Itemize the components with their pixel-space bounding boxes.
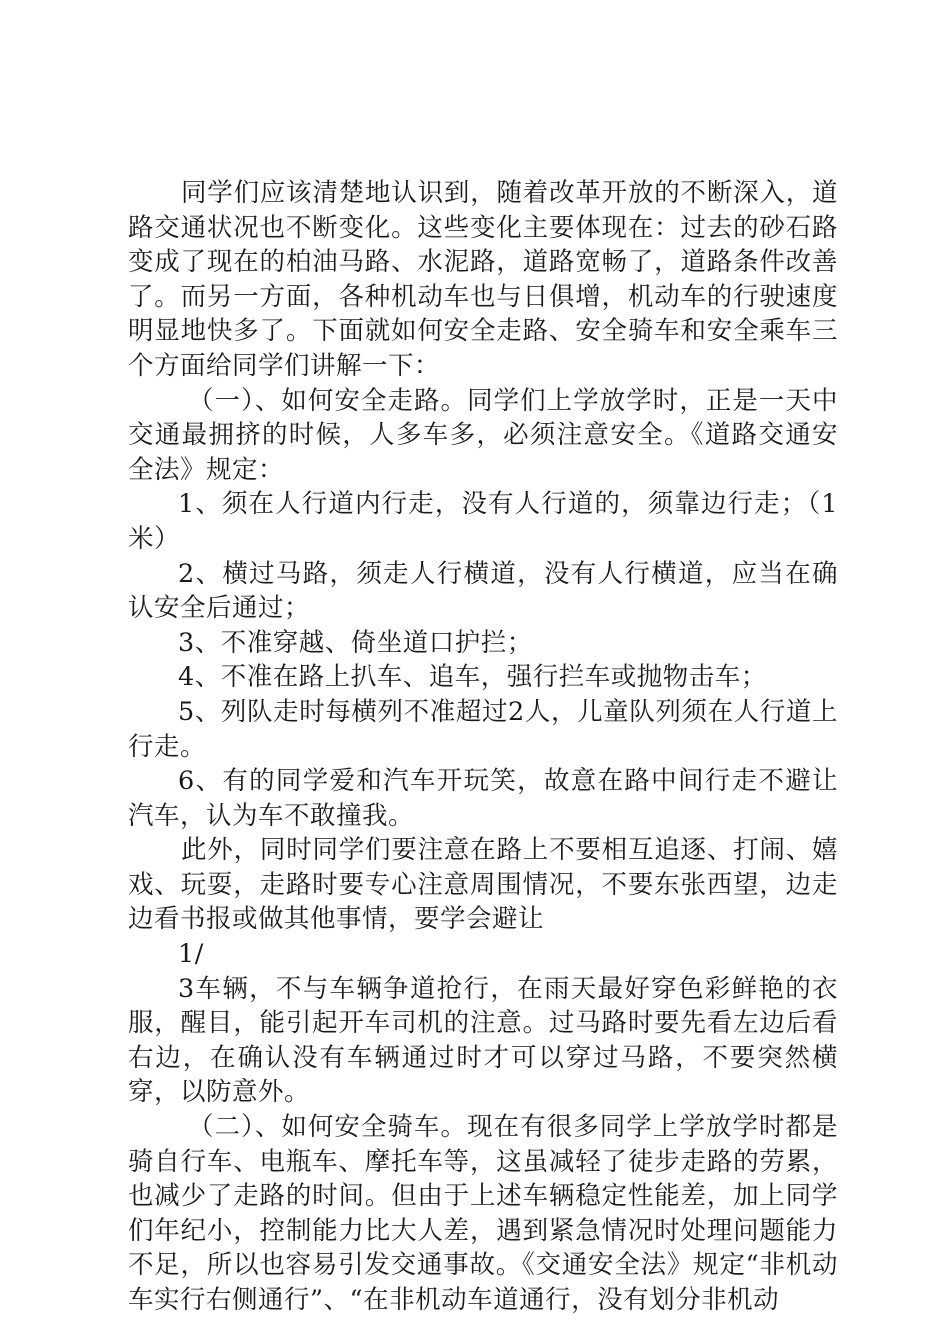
- paragraph-rule-2: 2、横过马路，须走人行横道，没有人行横道，应当在确认安全后通过；: [128, 558, 838, 624]
- paragraph-section-1-heading: （一）、如何安全走路。同学们上学放学时，正是一天中交通最拥挤的时候，人多车多，必须注意安全。《道路交通安全法》规定：: [128, 385, 838, 485]
- document-body: [128, 176, 838, 1318]
- paragraph-section-2-heading: （二）、如何安全骑车。现在有很多同学上学放学时都是骑自行车、电瓶车、摩托车等，这虽减轻了徒步走路的劳累，也减少了走路的时间。但由于上述车辆稳定性能差，加上同学们年纪小，控制能力比大人差，遇到紧急情况时处理问题能力不足，所以也容易引发交通事故。《交通安全法》规定“非机动车实行右侧通行”、“在非机动车道通行，没有划分非机动: [128, 1112, 838, 1315]
- paragraph-continuation: 3车辆，不与车辆争道抢行，在雨天最好穿色彩鲜艳的衣服，醒目，能引起开车司机的注意。过马路时要先看左边后看右边，在确认没有车辆通过时才可以穿过马路，不要突然横穿，以防意外。: [128, 973, 838, 1108]
- paragraph-rule-3: 3、不准穿越、倚坐道口护拦；: [178, 627, 533, 658]
- paragraph-rule-6: 6、有的同学爱和汽车开玩笑，故意在路中间行走不避让汽车，认为车不敢撞我。: [128, 766, 838, 831]
- paragraph-rule-5: 5、列队走时每横列不准超过2人，儿童队列须在人行道上行走。: [128, 696, 838, 762]
- paragraph-rule-1: 1、须在人行道内行走，没有人行道的，须靠边行走；（1米）: [128, 489, 838, 554]
- paragraph-rule-4: 4、不准在路上扒车、追车，强行拦车或抛物击车；: [178, 662, 767, 693]
- paragraph-additional: 此外，同时同学们要注意在路上不要相互追逐、打闹、嬉戏、玩耍，走路时要专心注意周围情况，不要东张西望，边走边看书报或做其他事情，要学会避让: [128, 835, 838, 935]
- paragraph-intro: 同学们应该清楚地认识到，随着改革开放的不断深入，道路交通状况也不断变化。这些变化主要体现在：过去的砂石路变成了现在的柏油马路、水泥路，道路宽畅了，道路条件改善了。而另一方面，各种机动车也与日俱增，机动车的行驶速度明显地快多了。下面就如何安全走路、安全骑车和安全乘车三个方面给同学们讲解一下：: [128, 178, 838, 381]
- page-marker: 1/: [178, 939, 204, 970]
